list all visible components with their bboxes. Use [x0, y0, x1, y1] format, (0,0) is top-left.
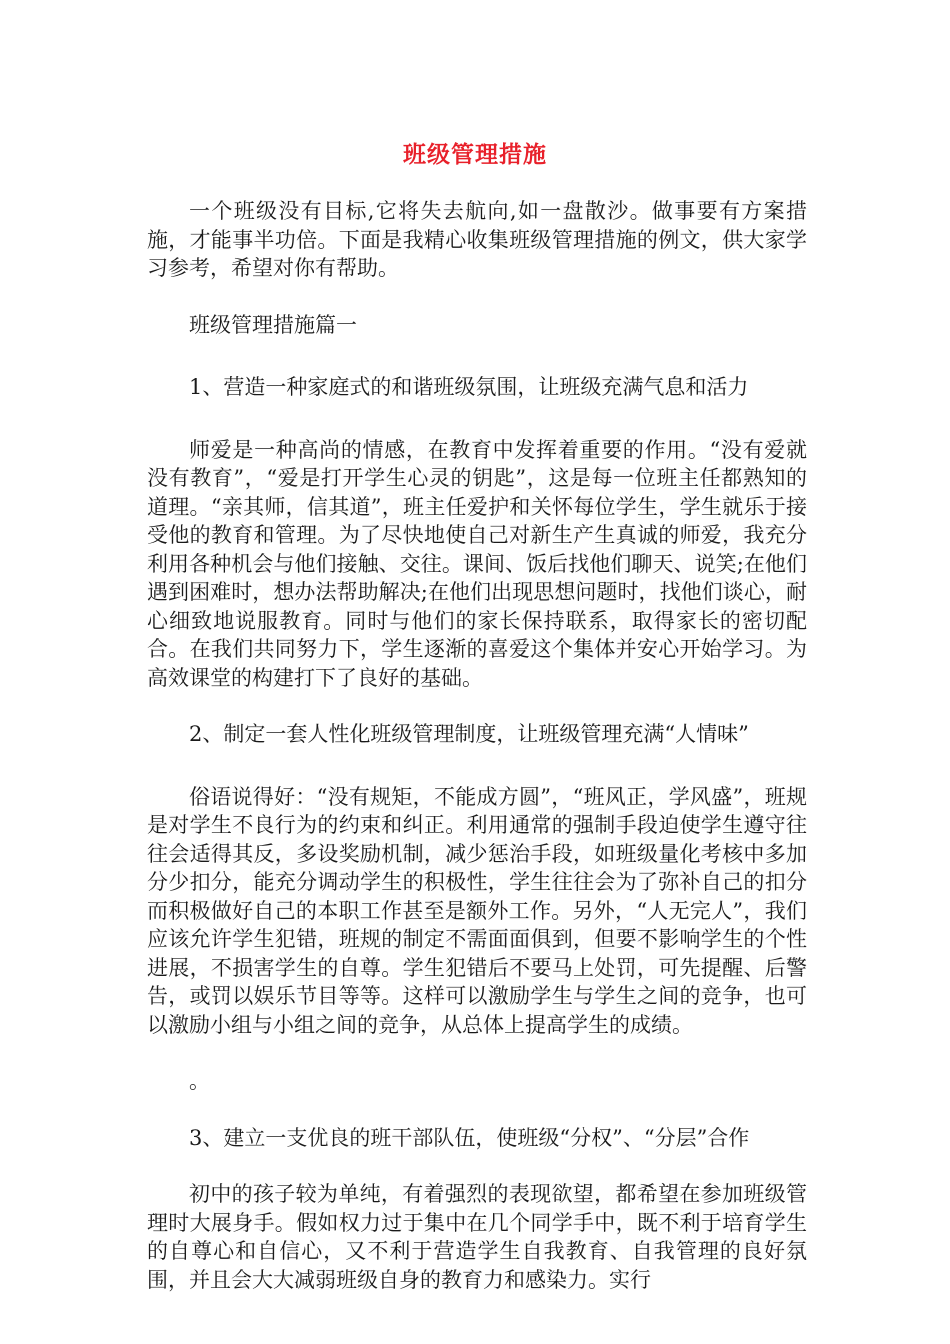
document-title: 班级管理措施: [403, 142, 547, 168]
intro-paragraph: 一个班级没有目标,它将失去航向,如一盘散沙。做事要有方案措施，才能事半功倍。下面是我精心收集班级管理措施的例文，供大家学习参考，希望对你有帮助。: [147, 199, 807, 280]
body-paragraph-3: 初中的孩子较为单纯，有着强烈的表现欲望，都希望在参加班级管理时大展身手。假如权力过于集中在几个同学手中，既不利于培育学生的自尊心和自信心，又不利于营造学生自我教育、自我管理的良好氛围，并且会大大减弱班级自身的教育力和感染力。实行: [147, 1182, 807, 1292]
document-body: [147, 197, 807, 1322]
body-paragraph-1: 师爱是一种高尚的情感，在教育中发挥着重要的作用。“没有爱就没有教育”，“爱是打开学生心灵的钥匙”，这是每一位班主任都熟知的道理。“亲其师，信其道”，班主任爱护和关怀每位学生，学生就乐于接受他的教育和管理。为了尽快地使自己对新生产生真诚的师爱，我充分利用各种机会与他们接触、交往。课间、饭后找他们聊天、说笑;在他们遇到困难时，想办法帮助解决;在他们出现思想问题时，找他们谈心，耐心细致地说服教育。同时与他们的家长保持联系，取得家长的密切配合。在我们共同努力下，学生逐渐的喜爱这个集体并安心开始学习。为高效课堂的构建打下了良好的基础。: [147, 437, 807, 690]
section-heading: 班级管理措施篇一: [189, 312, 357, 337]
subsection-heading-3: 3、建立一支优良的班干部队伍，使班级“分权”、“分层”合作: [189, 1125, 750, 1150]
subsection-heading-2: 2、制定一套人性化班级管理制度，让班级管理充满“人情味”: [189, 722, 749, 746]
subsection-heading-1: 1、营造一种家庭式的和谐班级氛围，让班级充满气息和活力: [189, 375, 749, 399]
body-paragraph-2: 俗语说得好：“没有规矩，不能成方圆”，“班风正，学风盛”，班规是对学生不良行为的约束和纠正。利用通常的强制手段迫使学生遵守往往会适得其反，多设奖励机制，减少惩治手段，如班级量化考核中多加分少扣分，能充分调动学生的积极性，学生往往会为了弥补自己的扣分而积极做好自己的本职工作甚至是额外工作。另外，“人无完人”，我们应该允许学生犯错，班规的制定不需面面俱到，但要不影响学生的个性进展，不损害学生的自尊。学生犯错后不要马上处罚，可先提醒、后警告，或罚以娱乐节目等等。这样可以激励学生与学生之间的竞争，也可以激励小组与小组之间的竞争，从总体上提高学生的成绩。: [147, 784, 807, 1037]
stray-period-paragraph: 。: [189, 1069, 210, 1093]
